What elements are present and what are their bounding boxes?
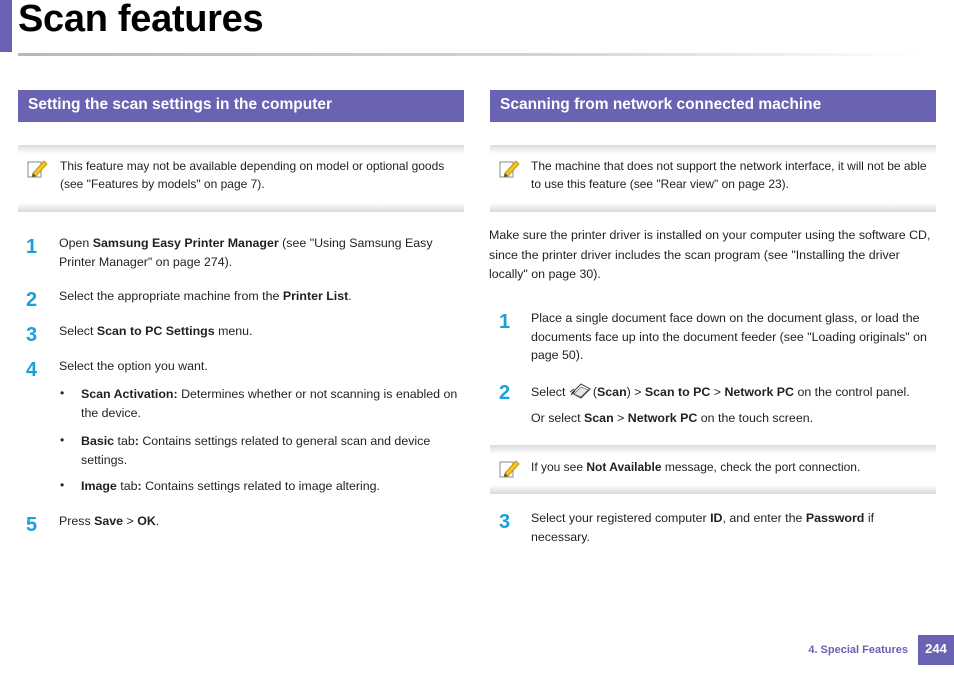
step-text: Open Samsung Easy Printer Manager (see "Using Samsung Easy Printer Manager" on page 274). xyxy=(59,236,433,269)
step-text: Place a single document face down on the document glass, or load the documents face up into the document feeder (see "Loading originals" on page 50). xyxy=(531,311,927,362)
accent-bar xyxy=(0,0,12,52)
step-text: Select the appropriate machine from the Printer List. xyxy=(59,289,352,303)
footer-section-label: 4. Special Features xyxy=(808,644,908,656)
bullet-item: Scan Activation: Determines whether or not scanning is enabled on the device. xyxy=(81,387,458,420)
bullet-item: Image tab: Contains settings related to image altering. xyxy=(81,479,380,493)
bullet-item: Basic tab: Contains settings related to general scan and device settings. xyxy=(81,434,431,467)
step-number: 4 xyxy=(26,359,38,381)
note-pencil-icon xyxy=(498,158,520,180)
section-heading-left: Setting the scan settings in the computer xyxy=(18,90,464,122)
scanner-icon xyxy=(569,380,593,402)
note-text-right-line1: The machine that does not support the network interface, it will not be able xyxy=(531,159,927,173)
bullet-dot: • xyxy=(60,433,65,447)
page-number: 244 xyxy=(918,635,954,665)
note-text-right-line2: to use this feature (see "Rear view" on page 23). xyxy=(531,177,789,191)
step-number: 3 xyxy=(26,324,38,346)
note-pencil-icon xyxy=(26,158,48,180)
title-rule xyxy=(18,53,918,56)
step-number: 2 xyxy=(26,289,38,311)
section-heading-right: Scanning from network connected machine xyxy=(490,90,936,122)
step-number: 3 xyxy=(499,511,511,533)
step-number: 2 xyxy=(499,382,511,404)
step-number: 1 xyxy=(26,236,38,258)
note-box-right xyxy=(490,145,936,212)
note-box-port xyxy=(490,445,936,494)
step-text: Press Save > OK. xyxy=(59,514,160,528)
note-text-left-line1: This feature may not be available depending on model or optional goods xyxy=(60,159,445,173)
note-pencil-icon xyxy=(498,458,520,480)
page-title: Scan features xyxy=(18,0,264,40)
bullet-dot: • xyxy=(60,478,65,492)
step-text: Select Scan to PC Settings menu. xyxy=(59,324,253,338)
step-text: Select the option you want. xyxy=(59,359,208,373)
step-number: 5 xyxy=(26,514,38,536)
note-text-left-line2: (see "Features by models" on page 7). xyxy=(60,177,265,191)
note-box-left xyxy=(18,145,464,212)
intro-paragraph: Make sure the printer driver is installed on your computer using the software CD, since the printer driver includes the scan program (see "Installing the driver locally" on page 30). xyxy=(489,228,931,281)
note-text-port: If you see Not Available message, check the port connection. xyxy=(531,460,861,474)
bullet-dot: • xyxy=(60,386,65,400)
step-number: 1 xyxy=(499,311,511,333)
step-text: Select (Scan) > Scan to PC > Network PC on the control panel. Or select Scan > Network PC on the touch screen. xyxy=(531,380,939,428)
step-text: Select your registered computer ID, and enter the Password if necessary. xyxy=(531,511,875,544)
